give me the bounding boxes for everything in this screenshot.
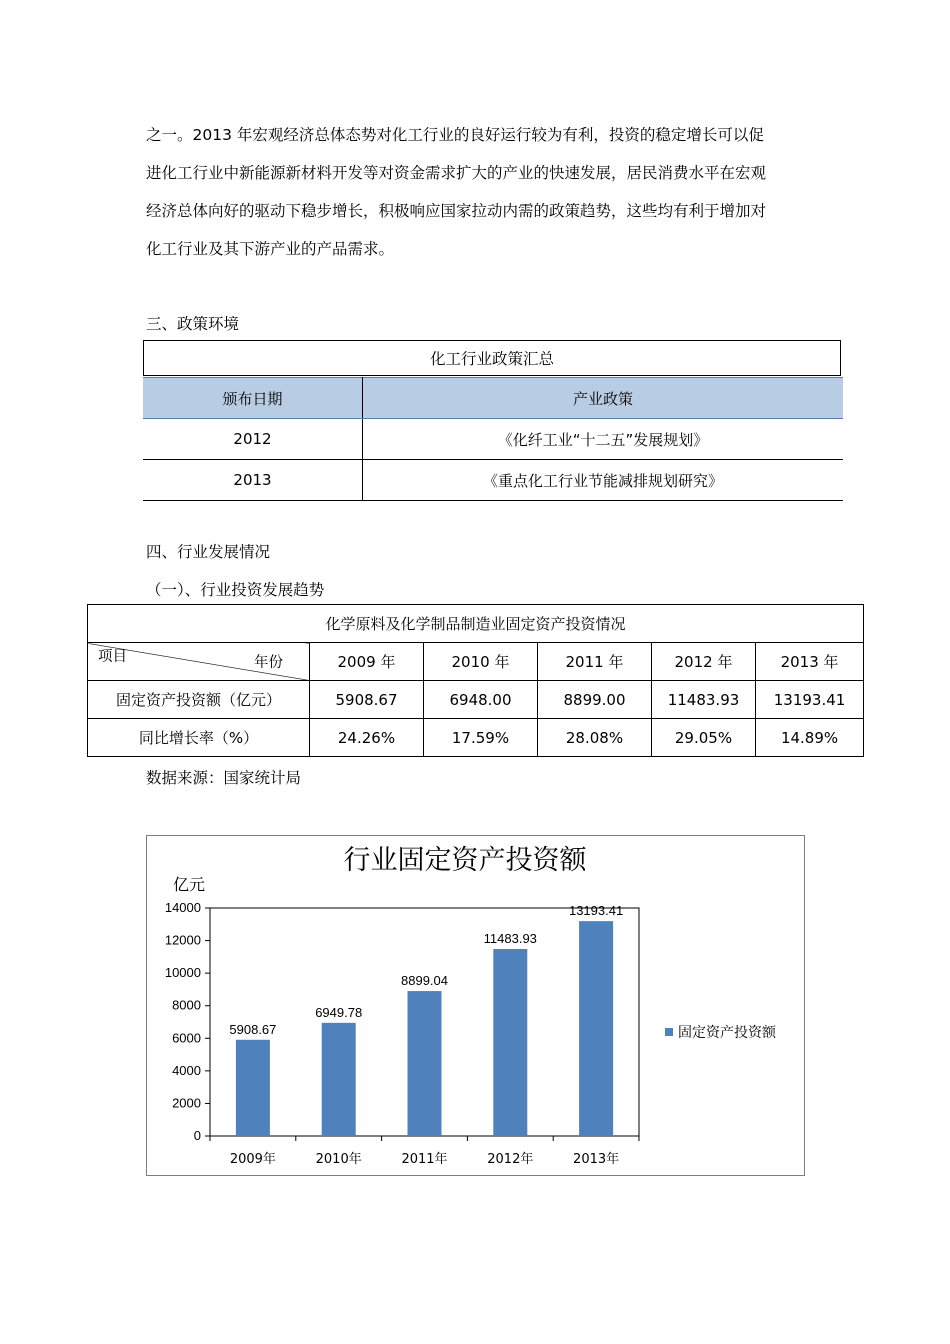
data-label: 5908.67 bbox=[229, 1021, 277, 1037]
chart-title: 行业固定资产投资额 bbox=[343, 845, 587, 876]
table-row bbox=[88, 719, 864, 757]
column-header: 2011 年 bbox=[538, 643, 652, 681]
bar bbox=[579, 921, 613, 1136]
x-tick-label: 2013年 bbox=[573, 1152, 620, 1167]
column-header: 产业政策 bbox=[363, 378, 844, 419]
chart-svg bbox=[147, 836, 804, 1175]
table-row bbox=[88, 681, 864, 719]
legend-swatch bbox=[665, 1028, 673, 1036]
y-tick-label: 10000 bbox=[164, 965, 201, 981]
subsection-heading-investment: （一）、行业投资发展趋势 bbox=[146, 581, 325, 599]
intro-line: 之一。2013 年宏观经济总体态势对化工行业的良好运行较为有利，投资的稳定增长可以促 bbox=[146, 126, 764, 144]
policy-table-title: 化工行业政策汇总 bbox=[143, 340, 841, 376]
data-label: 11483.93 bbox=[483, 930, 537, 946]
data-label: 13193.41 bbox=[568, 903, 624, 919]
table-cell: 6948.00 bbox=[424, 681, 538, 719]
bar bbox=[408, 991, 442, 1136]
bar bbox=[236, 1040, 270, 1136]
table-header-row bbox=[88, 643, 864, 681]
x-tick-label: 2009年 bbox=[229, 1152, 276, 1167]
section-heading-policy: 三、政策环境 bbox=[146, 315, 240, 333]
column-header: 2013 年 bbox=[756, 643, 864, 681]
table-cell-policy: 《化纤工业“十二五”发展规划》 bbox=[363, 419, 844, 460]
row-label: 同比增长率（%） bbox=[88, 719, 310, 757]
investment-table-title: 化学原料及化学制品制造业固定资产投资情况 bbox=[88, 605, 864, 643]
column-header: 颁布日期 bbox=[143, 378, 363, 419]
table-row bbox=[143, 419, 843, 460]
data-source-note: 数据来源：国家统计局 bbox=[146, 769, 302, 787]
table-header-row bbox=[143, 378, 843, 419]
table-cell: 17.59% bbox=[424, 719, 538, 757]
intro-paragraph bbox=[146, 125, 826, 277]
column-header: 2012 年 bbox=[652, 643, 756, 681]
data-label: 8899.04 bbox=[401, 973, 448, 989]
policy-table bbox=[143, 377, 843, 501]
intro-line: 进化工行业中新能源新材料开发等对资金需求扩大的产业的快速发展，居民消费水平在宏观 bbox=[146, 164, 767, 182]
y-tick-label: 14000 bbox=[164, 900, 201, 915]
bar bbox=[322, 1023, 356, 1136]
row-label: 固定资产投资额（亿元） bbox=[88, 681, 310, 719]
diagonal-header-cell bbox=[88, 643, 310, 681]
column-header: 2009 年 bbox=[310, 643, 424, 681]
table-cell-date: 2012 bbox=[143, 419, 363, 460]
x-tick-label: 2011年 bbox=[401, 1152, 448, 1167]
table-cell-policy: 《重点化工行业节能减排规划研究》 bbox=[363, 460, 844, 501]
section-heading-development: 四、行业发展情况 bbox=[146, 543, 271, 561]
column-header: 2010 年 bbox=[424, 643, 538, 681]
y-tick-label: 12000 bbox=[164, 932, 201, 948]
table-cell: 28.08% bbox=[538, 719, 652, 757]
y-axis-label: 亿元 bbox=[173, 875, 206, 894]
y-tick-label: 2000 bbox=[172, 1095, 201, 1111]
table-title-row bbox=[88, 605, 864, 643]
y-tick-label: 4000 bbox=[172, 1062, 201, 1078]
corner-label-item: 项目 bbox=[98, 649, 127, 665]
intro-line: 化工行业及其下游产业的产品需求。 bbox=[146, 240, 395, 258]
y-tick-label: 8000 bbox=[172, 997, 201, 1013]
legend-label: 固定资产投资额 bbox=[678, 1025, 776, 1041]
table-cell: 5908.67 bbox=[310, 681, 424, 719]
table-cell-date: 2013 bbox=[143, 460, 363, 501]
investment-table bbox=[87, 604, 864, 757]
x-tick-label: 2010年 bbox=[315, 1152, 362, 1167]
bar-chart bbox=[146, 835, 805, 1176]
table-cell: 13193.41 bbox=[756, 681, 864, 719]
y-tick-label: 0 bbox=[193, 1128, 201, 1143]
x-tick-label: 2012年 bbox=[487, 1152, 534, 1167]
data-label: 6949.78 bbox=[315, 1004, 363, 1020]
intro-line: 经济总体向好的驱动下稳步增长，积极响应国家拉动内需的政策趋势，这些均有利于增加对 bbox=[146, 202, 767, 220]
y-tick-label: 6000 bbox=[172, 1030, 201, 1046]
bar bbox=[493, 949, 527, 1136]
table-row bbox=[143, 460, 843, 501]
table-cell: 11483.93 bbox=[652, 681, 756, 719]
table-cell: 24.26% bbox=[310, 719, 424, 757]
corner-label-year: 年份 bbox=[254, 655, 283, 671]
table-cell: 29.05% bbox=[652, 719, 756, 757]
table-cell: 14.89% bbox=[756, 719, 864, 757]
table-cell: 8899.00 bbox=[538, 681, 652, 719]
